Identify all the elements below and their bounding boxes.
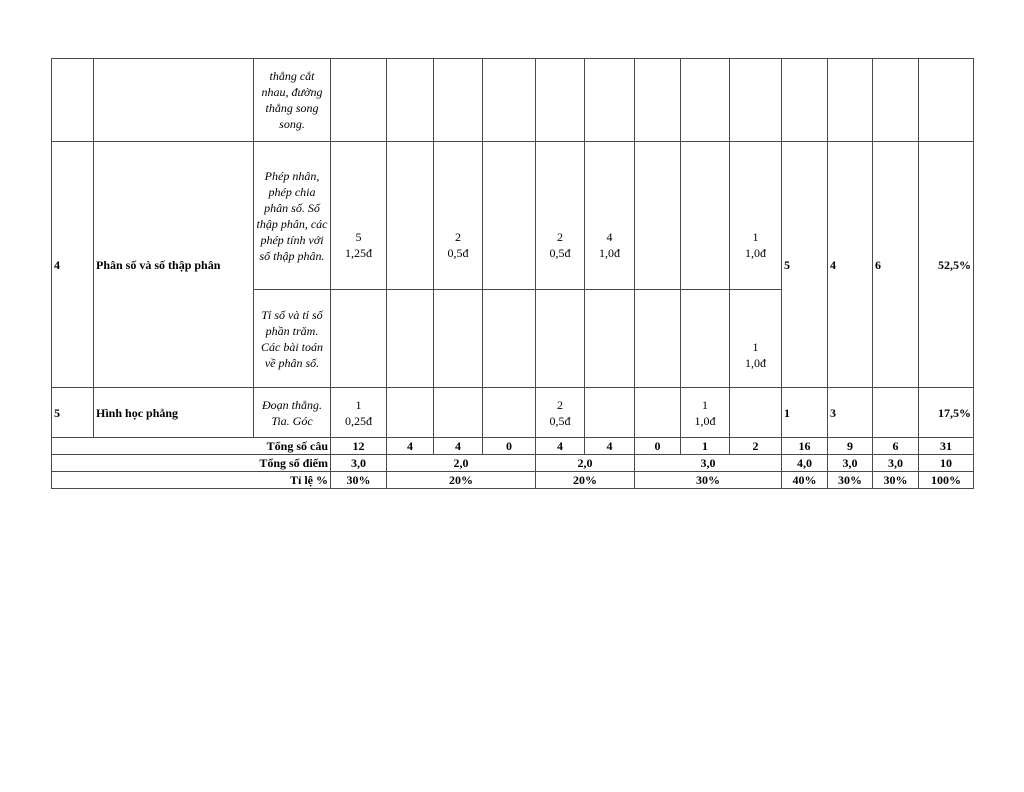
table-row <box>52 388 974 438</box>
percent-cell: 17,5% <box>919 388 974 438</box>
total-cell: 4 <box>828 142 873 388</box>
score-value: 0,5đ <box>447 245 469 260</box>
content-cell: Đoạn thẳng. Tia. Góc <box>254 388 331 438</box>
assessment-matrix-table <box>51 58 974 489</box>
question-count: 2 <box>557 397 563 412</box>
topic-cell <box>94 59 254 142</box>
level-cell <box>536 388 585 438</box>
total-cell: 3 <box>828 388 873 438</box>
level-cell <box>730 142 782 290</box>
question-count: 1 <box>752 339 759 354</box>
total-cell: 1 <box>782 388 828 438</box>
question-count: 2 <box>455 229 461 244</box>
stt-cell: 4 <box>52 142 94 388</box>
total-cell: 5 <box>782 142 828 388</box>
stt-cell <box>52 59 94 142</box>
stt-cell: 5 <box>52 388 94 438</box>
row-label: Tỉ lệ % <box>52 472 331 489</box>
total-percent-row: Tỉ lệ % 30% 20% 20% 30% 40% 30% 30% 100% <box>52 472 974 489</box>
question-count: 5 <box>355 229 362 244</box>
score-value: 1,0đ <box>599 245 620 260</box>
content-cell: Phép nhân, phép chia phân số. Số thập phân, các phép tính với số thập phân. <box>254 142 331 290</box>
level-cell <box>536 142 585 290</box>
row-label: Tổng số câu <box>52 438 331 455</box>
topic-cell: Phân số và số thập phân <box>94 142 254 388</box>
question-count: 2 <box>557 229 563 244</box>
score-value: 1,0đ <box>694 413 716 428</box>
level-cell <box>434 142 483 290</box>
level-cell <box>585 142 635 290</box>
table-row <box>52 59 974 142</box>
question-count: 4 <box>606 229 613 244</box>
score-value: 1,0đ <box>745 245 766 260</box>
content-cell: Tỉ số và tỉ số phần trăm. Các bài toán về phân số. <box>254 290 331 388</box>
level-cell <box>331 142 387 290</box>
total-cell: 6 <box>873 142 919 388</box>
total-cell <box>873 388 919 438</box>
level-cell <box>331 388 387 438</box>
score-value: 1,0đ <box>745 355 766 370</box>
topic-cell: Hình học phẳng <box>94 388 254 438</box>
level-cell <box>730 290 782 388</box>
level-cell <box>681 388 730 438</box>
total-questions-row: Tổng số câu 12 4 4 0 4 4 0 1 2 16 9 6 31 <box>52 438 974 455</box>
question-count: 1 <box>355 397 362 412</box>
question-count: 1 <box>702 397 708 412</box>
row-label: Tổng số điểm <box>52 455 331 472</box>
total-score-row: Tổng số điểm 3,0 2,0 2,0 3,0 4,0 3,0 3,0 10 <box>52 455 974 472</box>
question-count: 1 <box>752 229 759 244</box>
table-row <box>52 142 974 290</box>
percent-cell: 52,5% <box>919 142 974 388</box>
score-value: 1,25đ <box>345 245 372 260</box>
score-value: 0,5đ <box>549 413 571 428</box>
score-value: 0,25đ <box>345 413 372 428</box>
content-cell: thẳng cắt nhau, đường thẳng song song. <box>254 59 331 142</box>
score-value: 0,5đ <box>549 245 571 260</box>
